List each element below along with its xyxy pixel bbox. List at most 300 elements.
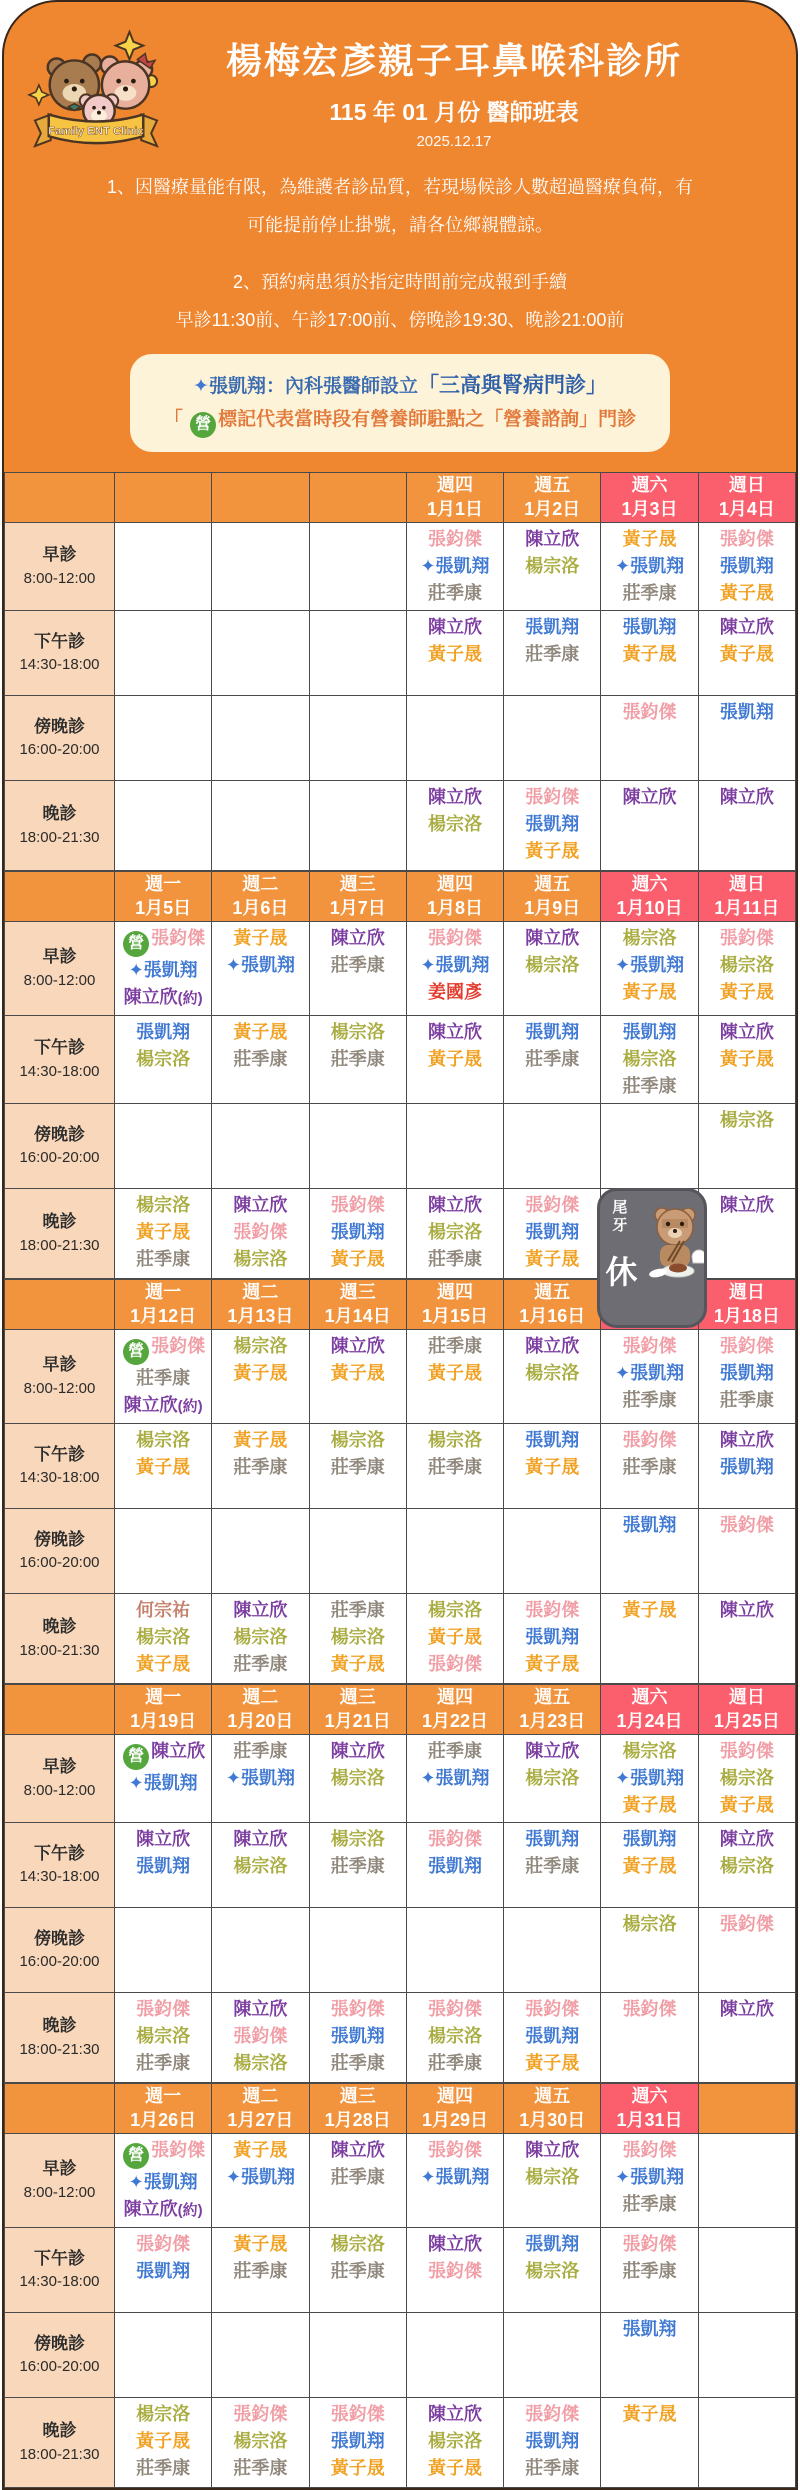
doctor-name-text: 楊宗洛 — [233, 1626, 288, 1647]
day-header — [699, 1685, 796, 1735]
doctor-name-text: 張凱翔 — [136, 1021, 191, 1042]
doctor-name-text: 黃子晟 — [233, 1362, 288, 1383]
schedule-cell — [601, 1993, 698, 2083]
date-label: 1月9日 — [524, 898, 581, 919]
nutrition-badge-icon: 營 — [123, 2143, 149, 2169]
doctor-name-text: 陳立欣 — [719, 1998, 774, 2019]
doctor-name-text: 楊宗洛 — [136, 1626, 191, 1647]
doctor-name — [311, 2258, 405, 2285]
day-header — [212, 2084, 309, 2134]
doctor-name-text: 黃子晟 — [525, 1248, 580, 1269]
doctor-name — [602, 1073, 696, 1100]
doctor-name — [505, 1427, 599, 1454]
day-header — [504, 1685, 601, 1735]
doctor-name — [311, 1738, 405, 1765]
schedule-cell — [699, 1104, 796, 1189]
doctor-name — [116, 2137, 210, 2169]
doctor-name — [700, 1107, 794, 1134]
doctor-name — [116, 1246, 210, 1273]
doctor-name — [408, 1046, 502, 1073]
publish-date: 2025.12.17 — [416, 132, 492, 150]
schedule-cell — [310, 1189, 407, 1279]
day-header — [310, 1280, 407, 1330]
week-header-corner — [5, 2084, 115, 2134]
doctor-name-text: 陳立欣 — [427, 2233, 482, 2254]
doctor-name-text: 黃子晟 — [622, 528, 677, 549]
doctor-name-text: 楊宗洛 — [719, 1767, 774, 1788]
doctor-name-text: 莊季康 — [136, 1248, 191, 1269]
session-label — [5, 2228, 115, 2313]
doctor-name — [602, 1765, 696, 1792]
doctor-name — [116, 2023, 210, 2050]
doctor-name — [505, 1651, 599, 1678]
doctor-name — [602, 1360, 696, 1387]
schedule-cell — [310, 1735, 407, 1823]
schedule-cell — [504, 1823, 601, 1908]
week-header-corner — [5, 1685, 115, 1735]
session-time: 16:00-20:00 — [19, 741, 100, 759]
session-label — [5, 1330, 115, 1424]
legend-line2: 「 營 標記代表當時段有營養師駐點之「營養諮詢」門診 — [148, 404, 652, 438]
doctor-name — [311, 2137, 405, 2164]
doctor-name — [408, 925, 502, 952]
doctor-name — [700, 1996, 794, 2023]
schedule-cell — [115, 696, 212, 781]
date-label: 1月7日 — [329, 898, 386, 919]
doctor-name — [602, 2137, 696, 2164]
weekday-label: 週一 — [145, 1281, 182, 1302]
doctor-name-text: 黃子晟 — [622, 643, 677, 664]
session-name: 早診 — [42, 545, 77, 565]
schedule-cell — [601, 1330, 698, 1424]
schedule-cell — [212, 1993, 309, 2083]
doctor-name-text: 黃子晟 — [525, 2052, 580, 2073]
weekday-label: 週四 — [436, 1281, 473, 1302]
doctor-name — [602, 1427, 696, 1454]
doctor-name — [505, 1246, 599, 1273]
doctor-name — [602, 784, 696, 811]
doctor-name-text: 楊宗洛 — [427, 1429, 482, 1450]
day-header — [504, 473, 601, 523]
date-label: 1月5日 — [135, 898, 192, 919]
schedule-cell — [699, 696, 796, 781]
doctor-name-text: 張凱翔 — [330, 2025, 385, 2046]
doctor-name-text: 黃子晟 — [330, 2457, 385, 2478]
week-table-5 — [4, 2083, 796, 2488]
doctor-name-text: 張鈞傑 — [151, 1335, 206, 1356]
doctor-name — [213, 1360, 307, 1387]
schedule-cell — [212, 1823, 309, 1908]
nutrition-badge-icon: 營 — [190, 412, 216, 438]
doctor-name — [700, 1826, 794, 1853]
doctor-name — [700, 952, 794, 979]
schedule-cell — [504, 1993, 601, 2083]
doctor-name-text: 黃子晟 — [622, 1855, 677, 1876]
doctor-name-text: 張凱翔 — [330, 2430, 385, 2451]
schedule-cell — [310, 611, 407, 696]
doctor-name-text: 張鈞傑 — [622, 2233, 677, 2254]
notice-1-line1: 1、因醫療量能有限，為維護者診品質，若現場候診人數超過醫療負荷，有 — [106, 177, 693, 197]
doctor-name-text: 楊宗洛 — [233, 1248, 288, 1269]
doctor-name-text: 楊宗洛 — [330, 1021, 385, 1042]
notice-1-line2: 可能提前停止掛號，請各位鄉親體諒。 — [247, 214, 553, 235]
session-name: 傍晚診 — [34, 716, 85, 736]
doctor-name — [602, 1019, 696, 1046]
schedule-cell — [407, 1104, 504, 1189]
doctor-name — [311, 1360, 405, 1387]
bear-family-logo-icon — [26, 24, 166, 152]
doctor-name-text: 黃子晟 — [427, 1626, 482, 1647]
doctor-name — [505, 838, 599, 865]
doctor-name-text: 黃子晟 — [525, 840, 580, 861]
doctor-name — [602, 2231, 696, 2258]
schedule-cell — [310, 2313, 407, 2398]
doctor-name-text: 莊季康 — [622, 2193, 677, 2214]
nutrition-badge-icon: 營 — [123, 1339, 149, 1365]
schedule-subtitle: 115 年 01 月份 醫師班表 — [329, 98, 579, 125]
doctor-name-text: 張鈞傑 — [622, 2139, 677, 2160]
doctor-name — [213, 1246, 307, 1273]
doctor-name-text: 黃子晟 — [622, 1599, 677, 1620]
doctor-name — [408, 2258, 502, 2285]
doctor-name-text: 莊季康 — [233, 1653, 288, 1674]
doctor-name-text: 楊宗洛 — [233, 1335, 288, 1356]
doctor-name — [213, 2455, 307, 2482]
doctor-name — [408, 2401, 502, 2428]
schedule-cell — [407, 1189, 504, 1279]
schedule-cell — [699, 2398, 796, 2488]
doctor-name — [311, 1996, 405, 2023]
doctor-name-text: 張凱翔 — [622, 2318, 677, 2339]
date-label: 1月4日 — [718, 499, 775, 520]
clinic-logo — [26, 24, 166, 152]
doctor-name — [116, 2455, 210, 2482]
doctor-name-text: 莊季康 — [330, 2052, 385, 2073]
doctor-name — [505, 1046, 599, 1073]
doctor-name-text: 張凱翔 — [525, 1626, 580, 1647]
doctor-name-text: 張凱翔 — [525, 1429, 580, 1450]
doctor-name — [700, 641, 794, 668]
doctor-name-text: 莊季康 — [330, 2260, 385, 2281]
doctor-name — [408, 1333, 502, 1360]
schedule-cell — [115, 1330, 212, 1424]
weekday-label: 週三 — [339, 2085, 376, 2106]
schedule-cell — [115, 1993, 212, 2083]
doctor-name — [311, 2428, 405, 2455]
doctor-name — [505, 1765, 599, 1792]
holiday-closed-label: 休 — [605, 1253, 638, 1290]
doctor-name — [602, 1738, 696, 1765]
star-icon: ✦ — [615, 555, 631, 576]
doctor-name-text: 張鈞傑 — [427, 1828, 482, 1849]
doctor-name-text: 莊季康 — [330, 1048, 385, 1069]
weekday-label: 週二 — [242, 1686, 279, 1707]
doctor-name — [602, 2401, 696, 2428]
doctor-name-text: 莊季康 — [622, 1456, 677, 1477]
schedule-cell — [310, 781, 407, 871]
doctor-name-text: 黃子晟 — [427, 1362, 482, 1383]
schedule-cell — [212, 523, 309, 611]
schedule-cell — [115, 2313, 212, 2398]
doctor-name-text: 莊季康 — [330, 2166, 385, 2187]
session-label — [5, 922, 115, 1016]
weekday-label: 週四 — [436, 474, 473, 495]
date-label: 1月24日 — [616, 1711, 683, 1732]
schedule-cell — [407, 2398, 504, 2488]
doctor-name — [700, 784, 794, 811]
schedule-cell — [407, 1330, 504, 1424]
weekday-label: 週五 — [534, 2085, 571, 2106]
schedule-cell — [115, 1594, 212, 1684]
schedule-cell — [115, 1509, 212, 1594]
doctor-name — [213, 2050, 307, 2077]
session-name: 下午診 — [34, 1444, 85, 1464]
schedule-cell — [212, 2398, 309, 2488]
session-time: 8:00-12:00 — [23, 1379, 96, 1397]
day-header — [699, 1280, 796, 1330]
schedule-cell — [407, 1993, 504, 2083]
schedule-cell — [115, 922, 212, 1016]
doctor-name — [311, 1454, 405, 1481]
doctor-name-text: 黃子晟 — [719, 643, 774, 664]
day-header — [504, 1280, 601, 1330]
doctor-name — [602, 1454, 696, 1481]
day-header — [699, 2084, 796, 2134]
weekday-label: 週五 — [534, 474, 571, 495]
schedule-cell — [699, 1908, 796, 1993]
doctor-name-text: 張鈞傑 — [719, 1514, 774, 1535]
doctor-name — [213, 1996, 307, 2023]
doctor-name — [505, 1333, 599, 1360]
schedule-cell — [115, 1104, 212, 1189]
date-label: 1月23日 — [519, 1711, 586, 1732]
schedule-cell — [699, 2228, 796, 2313]
doctor-name-text: 楊宗洛 — [525, 1767, 580, 1788]
doctor-name — [116, 925, 210, 957]
doctor-name — [213, 1826, 307, 1853]
doctor-name — [311, 1427, 405, 1454]
day-header — [407, 872, 504, 922]
schedule-cell — [601, 1823, 698, 1908]
star-icon: ✦ — [615, 2166, 631, 2187]
session-label — [5, 1509, 115, 1594]
doctor-name — [505, 526, 599, 553]
doctor-name-text: 黃子晟 — [427, 2457, 482, 2478]
doctor-name-text: 張鈞傑 — [330, 1194, 385, 1215]
doctor-name — [700, 699, 794, 726]
doctor-name-text: 陳立欣 — [123, 1394, 178, 1415]
doctor-name-text: 張鈞傑 — [427, 528, 482, 549]
schedule-cell — [601, 696, 698, 781]
doctor-name — [505, 1019, 599, 1046]
doctor-name — [408, 2050, 502, 2077]
doctor-name-text: 黃子晟 — [427, 1048, 482, 1069]
day-header — [115, 1685, 212, 1735]
doctor-name — [505, 952, 599, 979]
doctor-name — [700, 1512, 794, 1539]
doctor-name — [700, 1360, 794, 1387]
doctor-name — [311, 2401, 405, 2428]
schedule-cell — [310, 1509, 407, 1594]
doctor-name-text: 張凱翔 — [435, 1767, 490, 1788]
doctor-name-text: 楊宗洛 — [427, 1221, 482, 1242]
doctor-name-text: 陳立欣 — [719, 1021, 774, 1042]
doctor-name-text: 楊宗洛 — [525, 954, 580, 975]
schedule-cell — [212, 2313, 309, 2398]
weekday-label: 週六 — [631, 2085, 668, 2106]
session-time: 16:00-20:00 — [19, 1149, 100, 1167]
doctor-name — [408, 2137, 502, 2164]
doctor-name — [700, 1019, 794, 1046]
doctor-name-text: 張鈞傑 — [719, 1913, 774, 1934]
schedule-cell — [601, 1735, 698, 1823]
doctor-name-text: 陳立欣 — [427, 1194, 482, 1215]
date-label: 1月29日 — [421, 2110, 489, 2131]
session-name: 下午診 — [34, 2248, 85, 2268]
doctor-name-text: 黃子晟 — [233, 2233, 288, 2254]
doctor-name — [311, 1192, 405, 1219]
day-header — [407, 1280, 504, 1330]
doctor-name-text: 張凱翔 — [622, 616, 677, 637]
doctor-name — [700, 979, 794, 1006]
doctor-name-text: 楊宗洛 — [719, 1855, 774, 1876]
doctor-name — [505, 1360, 599, 1387]
doctor-name-text: 張鈞傑 — [719, 927, 774, 948]
session-name: 晚診 — [42, 1617, 77, 1637]
doctor-name — [311, 1219, 405, 1246]
doctor-name-text: 黃子晟 — [719, 1794, 774, 1815]
doctor-name — [408, 1019, 502, 1046]
schedule-cell — [504, 781, 601, 871]
doctor-name-text: 張鈞傑 — [525, 1998, 580, 2019]
doctor-name-text: 陳立欣 — [151, 1740, 206, 1761]
session-time: 18:00-21:30 — [19, 2040, 100, 2058]
session-label — [5, 523, 115, 611]
day-header — [115, 473, 212, 523]
doctor-name — [311, 1651, 405, 1678]
session-label — [5, 2398, 115, 2488]
session-label — [5, 2313, 115, 2398]
doctor-name-text: 莊季康 — [330, 1456, 385, 1477]
doctor-name-text: 張凱翔 — [143, 1772, 198, 1793]
schedule-cell — [504, 1509, 601, 1594]
schedule-cell — [699, 922, 796, 1016]
doctor-name-text: 張鈞傑 — [525, 1194, 580, 1215]
schedule-cell — [407, 2134, 504, 2228]
date-label: 1月22日 — [421, 1711, 489, 1732]
schedule-cell — [699, 1330, 796, 1424]
doctor-name-text: 陳立欣 — [719, 1599, 774, 1620]
doctor-name — [213, 2231, 307, 2258]
doctor-name-text: 黃子晟 — [233, 1429, 288, 1450]
appointment-suffix: (約) — [177, 989, 203, 1007]
doctor-name-text: 張鈞傑 — [151, 2139, 206, 2160]
doctor-name-text: 黃子晟 — [427, 643, 482, 664]
doctor-name-text: 楊宗洛 — [136, 1048, 191, 1069]
doctor-name-text: 張凱翔 — [136, 1855, 191, 1876]
schedule-cell — [212, 922, 309, 1016]
schedule-cell — [699, 1509, 796, 1594]
schedule-cell — [504, 1330, 601, 1424]
session-name: 傍晚診 — [34, 1529, 85, 1549]
doctor-name — [213, 1454, 307, 1481]
notice-3: 早診11:30前、午診17:00前、傍晚診19:30、晚診21:00前 — [175, 309, 625, 330]
doctor-name-text: 莊季康 — [427, 1456, 482, 1477]
poster-header — [4, 2, 796, 158]
day-header — [407, 1685, 504, 1735]
doctor-name-text: 楊宗洛 — [525, 2260, 580, 2281]
doctor-name — [700, 526, 794, 553]
doctor-name-text: 張凱翔 — [427, 1855, 482, 1876]
schedule-cell — [407, 2313, 504, 2398]
doctor-name — [505, 2023, 599, 2050]
star-icon: ✦ — [193, 376, 209, 397]
schedule-cell — [310, 1823, 407, 1908]
schedule-cell — [504, 523, 601, 611]
schedule-cell — [310, 2398, 407, 2488]
schedule-cell — [601, 1424, 698, 1509]
session-time: 8:00-12:00 — [23, 1781, 96, 1799]
notice-section — [4, 158, 796, 472]
session-name: 早診 — [42, 1757, 77, 1777]
doctor-name-text: 張鈞傑 — [330, 2403, 385, 2424]
schedule-cell — [601, 1594, 698, 1684]
doctor-name-text: 張凱翔 — [435, 555, 490, 576]
doctor-name — [602, 641, 696, 668]
doctor-name-text: 陳立欣 — [330, 1335, 385, 1356]
doctor-name-text: 張鈞傑 — [622, 1429, 677, 1450]
doctor-name-text: 楊宗洛 — [233, 2430, 288, 2451]
doctor-name-text: 黃子晟 — [233, 927, 288, 948]
logo-text: Family ENT Clinic — [48, 125, 144, 138]
weekday-label: 週三 — [339, 873, 376, 894]
session-label — [5, 1735, 115, 1823]
doctor-name — [408, 526, 502, 553]
weekday-label: 週四 — [436, 2085, 473, 2106]
schedule-cell — [699, 1594, 796, 1684]
doctor-name-text: 陳立欣 — [622, 786, 677, 807]
doctor-name — [311, 2455, 405, 2482]
doctor-name-text: 莊季康 — [427, 1740, 482, 1761]
session-time: 18:00-21:30 — [19, 2445, 100, 2463]
schedule-cell — [601, 611, 698, 696]
doctor-name — [505, 1624, 599, 1651]
session-name: 早診 — [42, 2159, 77, 2179]
doctor-name — [311, 2164, 405, 2191]
schedule-cell — [407, 1509, 504, 1594]
day-header — [699, 872, 796, 922]
doctor-name — [213, 1333, 307, 1360]
day-header — [310, 872, 407, 922]
doctor-name — [505, 1996, 599, 2023]
doctor-name-text: 張凱翔 — [719, 555, 774, 576]
day-header — [601, 473, 698, 523]
doctor-name — [311, 1826, 405, 1853]
session-time: 8:00-12:00 — [23, 2183, 96, 2201]
date-label: 1月15日 — [421, 1306, 489, 1327]
weekday-label: 週二 — [242, 2085, 279, 2106]
doctor-name — [213, 1046, 307, 1073]
doctor-name-text: 莊季康 — [525, 1048, 580, 1069]
date-label: 1月14日 — [324, 1306, 391, 1327]
doctor-name-text: 張凱翔 — [525, 813, 580, 834]
doctor-name-text: 黃子晟 — [233, 1021, 288, 1042]
doctor-name — [116, 1826, 210, 1853]
schedule-cell — [601, 1908, 698, 1993]
schedule-cell — [504, 2134, 601, 2228]
weekday-label: 週一 — [145, 1686, 182, 1707]
schedule-cell — [504, 1594, 601, 1684]
